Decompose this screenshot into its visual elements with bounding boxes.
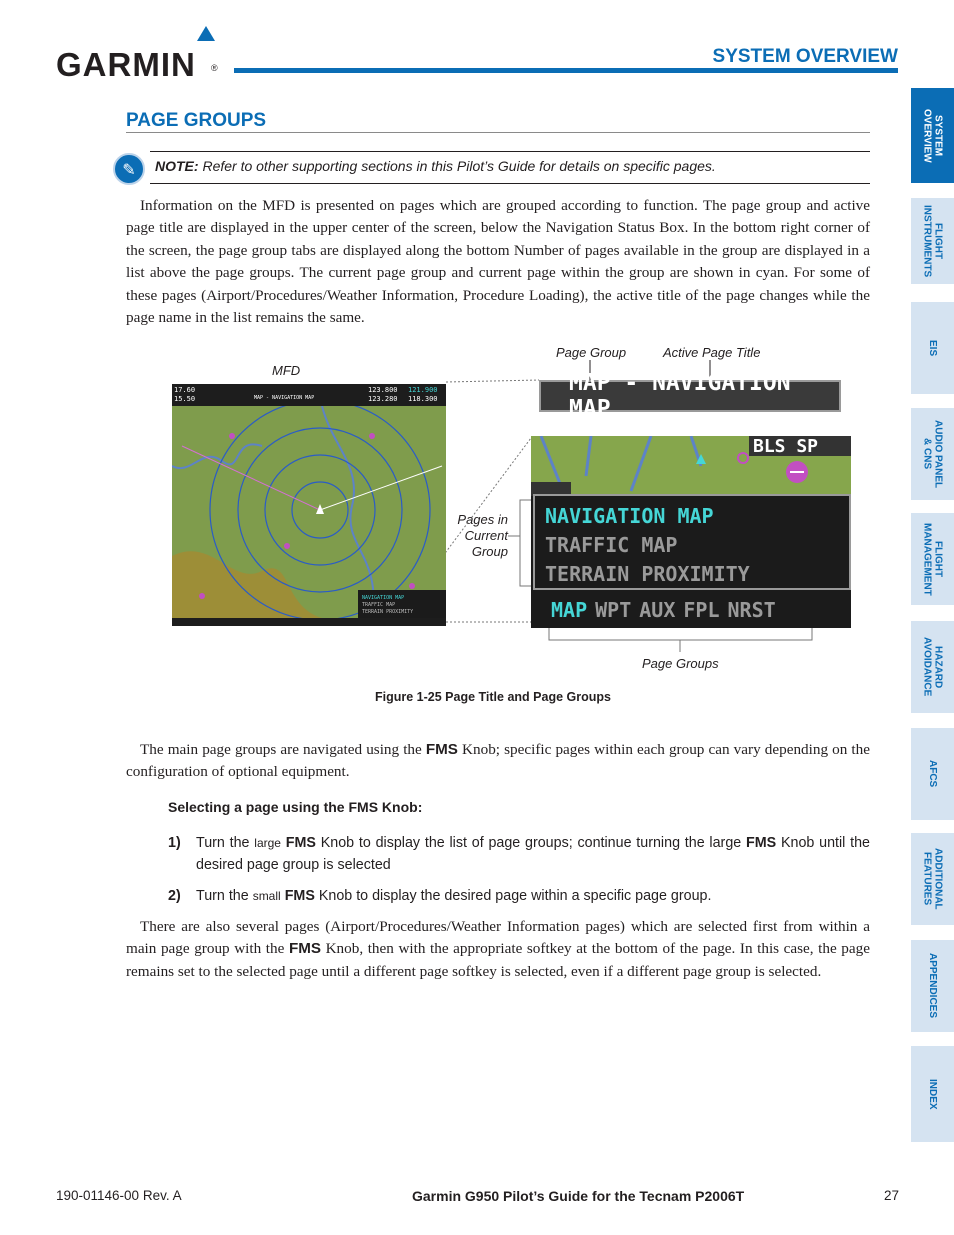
page-heading: PAGE GROUPS	[126, 110, 267, 131]
page-group-tab-active: MAP	[551, 598, 588, 622]
page-group-tab: NRST	[727, 598, 776, 622]
pages-in-group-list	[533, 494, 851, 590]
footer-doc-number: 190-01146-00 Rev. A	[56, 1188, 182, 1203]
page-list-zoom	[531, 436, 851, 628]
side-tab-eis[interactable]: EIS	[911, 302, 954, 394]
intro-paragraph: Information on the MFD is presented on pages which are grouped according to function. The page group and active page title are displayed in the upper center of the screen, below the Navigation Status Box. In the bottom right corner of the screen, the page group tabs are displayed along the bottom Number of pages available in the group are displayed in a list above the page groups. The current page group and current page within the group are shown in cyan. For some of these pages (Airport/Procedures/Weather Information, Procedure Loading), the active title of the page changes while the page name in the list remains the same.	[126, 197, 870, 327]
label-mfd: MFD	[272, 363, 301, 378]
side-tab-flight-instruments[interactable]: FLIGHT INSTRUMENTS	[911, 198, 954, 284]
mfd-softkey-bar	[172, 618, 446, 626]
page-group-tab: FPL	[683, 598, 720, 622]
side-tab-additional-features[interactable]: ADDITIONAL FEATURES	[911, 833, 954, 925]
section-title: SYSTEM OVERVIEW	[712, 46, 898, 67]
footer-page-number: 27	[884, 1188, 900, 1203]
mfd-status-bar: 17.60 15.50 123.800 123.280 121.900 118.300 MAP - NAVIGATION MAP	[172, 384, 446, 406]
side-tab-hazard-avoidance[interactable]: HAZARD AVOIDANCE	[911, 621, 954, 713]
note-text: NOTE: Refer to other supporting sections in this Pilot’s Guide for details on specific pages.	[155, 158, 716, 174]
label-pages-in-group: Pages in Current Group	[457, 512, 508, 559]
svg-text:BLS SP: BLS SP	[753, 436, 819, 457]
side-tab-system-overview[interactable]: SYSTEM OVERVIEW	[911, 88, 954, 183]
softkey-paragraph: There are also several pages (Airport/Procedures/Weather Information pages) which are selected first from within a main page group with the FMS Knob, then with the appropriate softkey at the bottom of the page. In this case, the page remains set to the selected page until a different page softkey is selected, even if a different page group is selected.	[126, 918, 870, 980]
side-tab-flight-management[interactable]: FLIGHT MANAGEMENT	[911, 513, 954, 605]
logo-text: GARMIN	[56, 46, 196, 83]
zoom-map	[531, 436, 851, 496]
footer-title: Garmin G950 Pilot’s Guide for the Tecnam P2006T	[412, 1188, 745, 1204]
page-group-tab: AUX	[639, 598, 676, 622]
svg-text:TERRAIN PROXIMITY: TERRAIN PROXIMITY	[362, 609, 414, 615]
label-active-page-title: Active Page Title	[663, 345, 761, 360]
page-list-item-current: NAVIGATION MAP	[545, 504, 714, 528]
side-tab-index[interactable]: INDEX	[911, 1046, 954, 1142]
label-page-group: Page Group	[556, 345, 627, 360]
procedure-title: Selecting a page using the FMS Knob:	[168, 799, 423, 815]
zoom-map-graphic	[531, 436, 851, 496]
note-pencil-icon: ✎	[113, 153, 145, 185]
svg-text:TRAFFIC MAP: TRAFFIC MAP	[362, 602, 396, 608]
mfd-screenshot	[172, 384, 446, 626]
mfd-map-graphic	[172, 406, 446, 618]
page-list-item: TERRAIN PROXIMITY	[545, 562, 750, 586]
figure-caption: Figure 1-25 Page Title and Page Groups	[375, 690, 611, 704]
side-tab-audio-panel-cns[interactable]: AUDIO PANEL & CNS	[911, 408, 954, 500]
page-group-tabs	[531, 592, 851, 628]
svg-text:NAVIGATION MAP: NAVIGATION MAP	[362, 595, 405, 601]
mfd-map	[172, 406, 446, 618]
page-title-zoom: MAP - NAVIGATION MAP	[539, 380, 841, 412]
page-group-tab: WPT	[595, 598, 632, 622]
registered-mark: ®	[211, 63, 218, 73]
fms-paragraph: The main page groups are navigated using the FMS Knob; specific pages within each group can vary depending on the configuration of optional equipment.	[126, 741, 870, 781]
side-tab-appendices[interactable]: APPENDICES	[911, 940, 954, 1032]
side-tab-afcs[interactable]: AFCS	[911, 728, 954, 820]
page-list-item: TRAFFIC MAP	[545, 533, 678, 557]
label-page-groups: Page Groups	[642, 656, 719, 671]
